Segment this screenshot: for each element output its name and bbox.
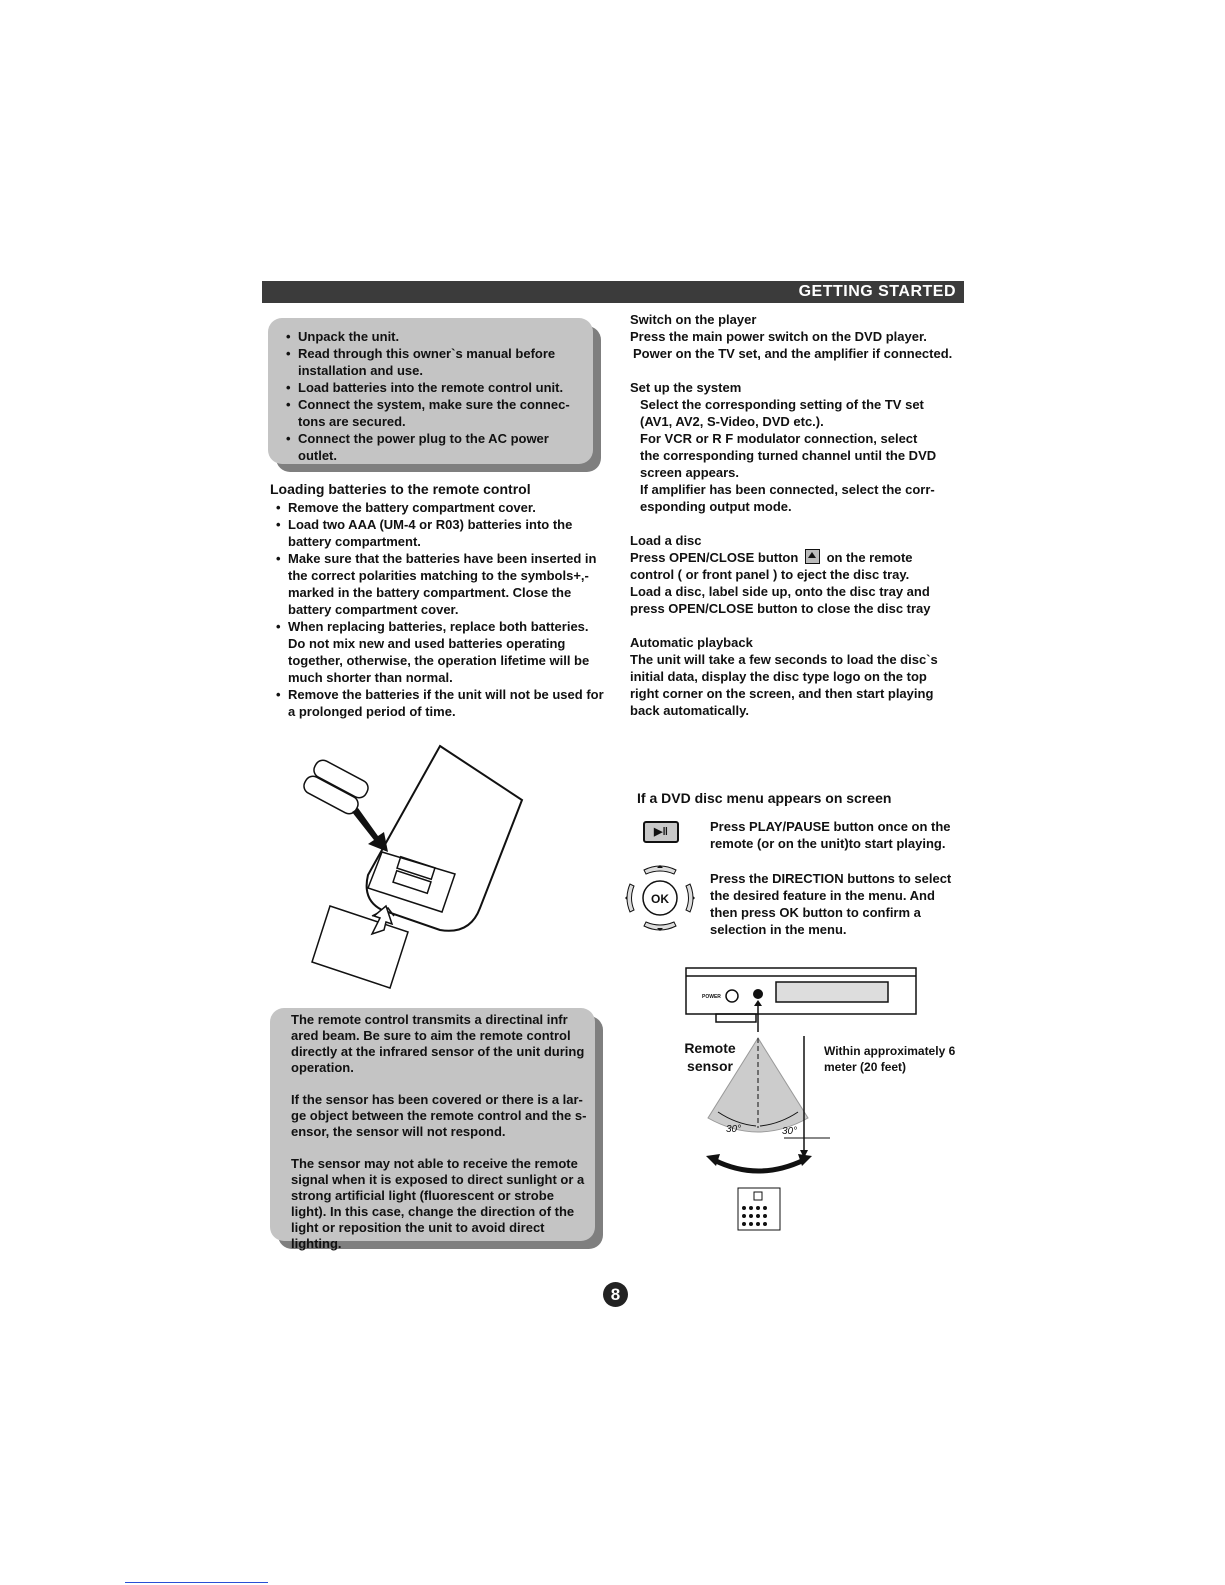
sensor-info-box (270, 1008, 595, 1251)
setup-section (630, 379, 960, 515)
setup-title: Set up the system (630, 380, 742, 395)
sensor-diagram (680, 960, 960, 1250)
insert-arrow-icon (352, 808, 388, 852)
unpack-box (268, 318, 593, 464)
list-item: • Read through this owner`s manual before installation and use. (286, 345, 586, 379)
battery-cover (312, 906, 408, 988)
load-disc-text-after: on the remote control ( or front panel ) to eject the disc tray. Load a disc, label side up, onto the disc tray and press OPEN/CLOSE button to close the disc tray (630, 550, 931, 616)
setup-text-2: For VCR or R F modulator connection, select the corresponding turned channel until the DVD screen appears. (640, 431, 937, 480)
list-item: • Remove the battery compartment cover. (276, 499, 605, 516)
right-column (630, 311, 960, 719)
angle-left-label: 30° (726, 1124, 742, 1135)
angle-right-label: 30° (782, 1126, 798, 1137)
battery-compartment (368, 852, 455, 912)
list-item: • Make sure that the batteries have been inserted in the correct polarities matching to the symbols+,- marked in the battery compartment. Close the battery compartment cover. (276, 550, 605, 618)
load-disc-section (630, 532, 940, 617)
switch-on-line-2: Power on the TV set, and the amplifier if connected. (633, 346, 953, 361)
distance-label: Within approximately 6 meter (20 feet) (824, 1044, 956, 1074)
list-item: • When replacing batteries, replace both batteries. Do not mix new and used batteries operating together, otherwise, the operation lifetime will be much shorter than normal. (276, 618, 605, 686)
sensor-paragraph-1: The remote control transmits a directinal infr ared beam. Be sure to aim the remote control directly at the infrared sensor of the unit during operation. (291, 1012, 585, 1075)
section-title: GETTING STARTED (798, 283, 956, 300)
dvd-menu-title: If a DVD disc menu appears on screen (637, 790, 892, 806)
list-item: • Unpack the unit. (286, 328, 586, 345)
eject-icon (805, 549, 820, 564)
list-item: • Connect the power plug to the AC power outlet. (286, 430, 586, 464)
list-item: • Remove the batteries if the unit will not be used for a prolonged period of time. (276, 686, 605, 720)
section-header-bar (262, 281, 964, 303)
list-item: • Load two AAA (UM-4 or R03) batteries into the battery compartment. (276, 516, 605, 550)
batteries-section (270, 481, 605, 720)
remote-sensor-dot (753, 989, 763, 999)
list-item: • Load batteries into the remote control unit. (286, 379, 586, 396)
unpack-list (286, 328, 586, 464)
load-disc-title: Load a disc (630, 533, 702, 548)
sensor-paragraph-3: The sensor may not able to receive the remote signal when it is exposed to direct sunlight or a strong artificial light (fluorescent or strobe light). In this case, change the direction of the light or reposition the unit to avoid direct lighting. (291, 1156, 585, 1251)
load-disc-text (630, 549, 940, 617)
switch-on-title: Switch on the player (630, 312, 757, 327)
switch-on-section (630, 311, 960, 362)
batteries-list (270, 499, 605, 720)
direction-instruction: Press the DIRECTION buttons to select the desired feature in the menu. And then press OK button to confirm a selection in the menu. (710, 871, 952, 937)
batteries-icon (301, 757, 371, 816)
load-disc-text-before: Press OPEN/CLOSE button (630, 550, 799, 565)
sensor-info-text (291, 1012, 591, 1252)
auto-play-section (630, 634, 945, 719)
list-item: • Connect the system, make sure the connec-tons are secured. (286, 396, 586, 430)
ok-label: OK (651, 892, 669, 906)
play-pause-instruction: Press PLAY/PAUSE button once on the remote (or on the unit)to start playing. (710, 819, 951, 851)
power-label: POWER (702, 994, 721, 1000)
setup-text-1: Select the corresponding setting of the TV set (AV1, AV2, S-Video, DVD etc.). (640, 397, 924, 429)
footer-link-underline (125, 1582, 268, 1583)
switch-on-line-1: Press the main power switch on the DVD player. (630, 329, 927, 344)
sensor-paragraph-2: If the sensor has been covered or there is a lar-ge object between the remote control and the s-ensor, the sensor will not respond. (291, 1092, 587, 1139)
page-number: 8 (603, 1282, 628, 1307)
auto-play-title: Automatic playback (630, 635, 753, 650)
remote-control-top-icon (738, 1188, 780, 1230)
play-pause-button-icon: ▶‖ (643, 821, 679, 843)
remote-sensor-label: Remote sensor (684, 1040, 736, 1074)
batteries-title: Loading batteries to the remote control (270, 481, 531, 497)
setup-text-3: If amplifier has been connected, select the corr-esponding output mode. (640, 482, 935, 514)
battery-illustration (290, 740, 540, 1000)
direction-pad-icon (620, 862, 700, 934)
auto-play-text: The unit will take a few seconds to load the disc`s initial data, display the disc type logo on the top right corner on the screen, and then start playing back automatically. (630, 652, 938, 718)
swing-arrow-icon (714, 1160, 804, 1171)
